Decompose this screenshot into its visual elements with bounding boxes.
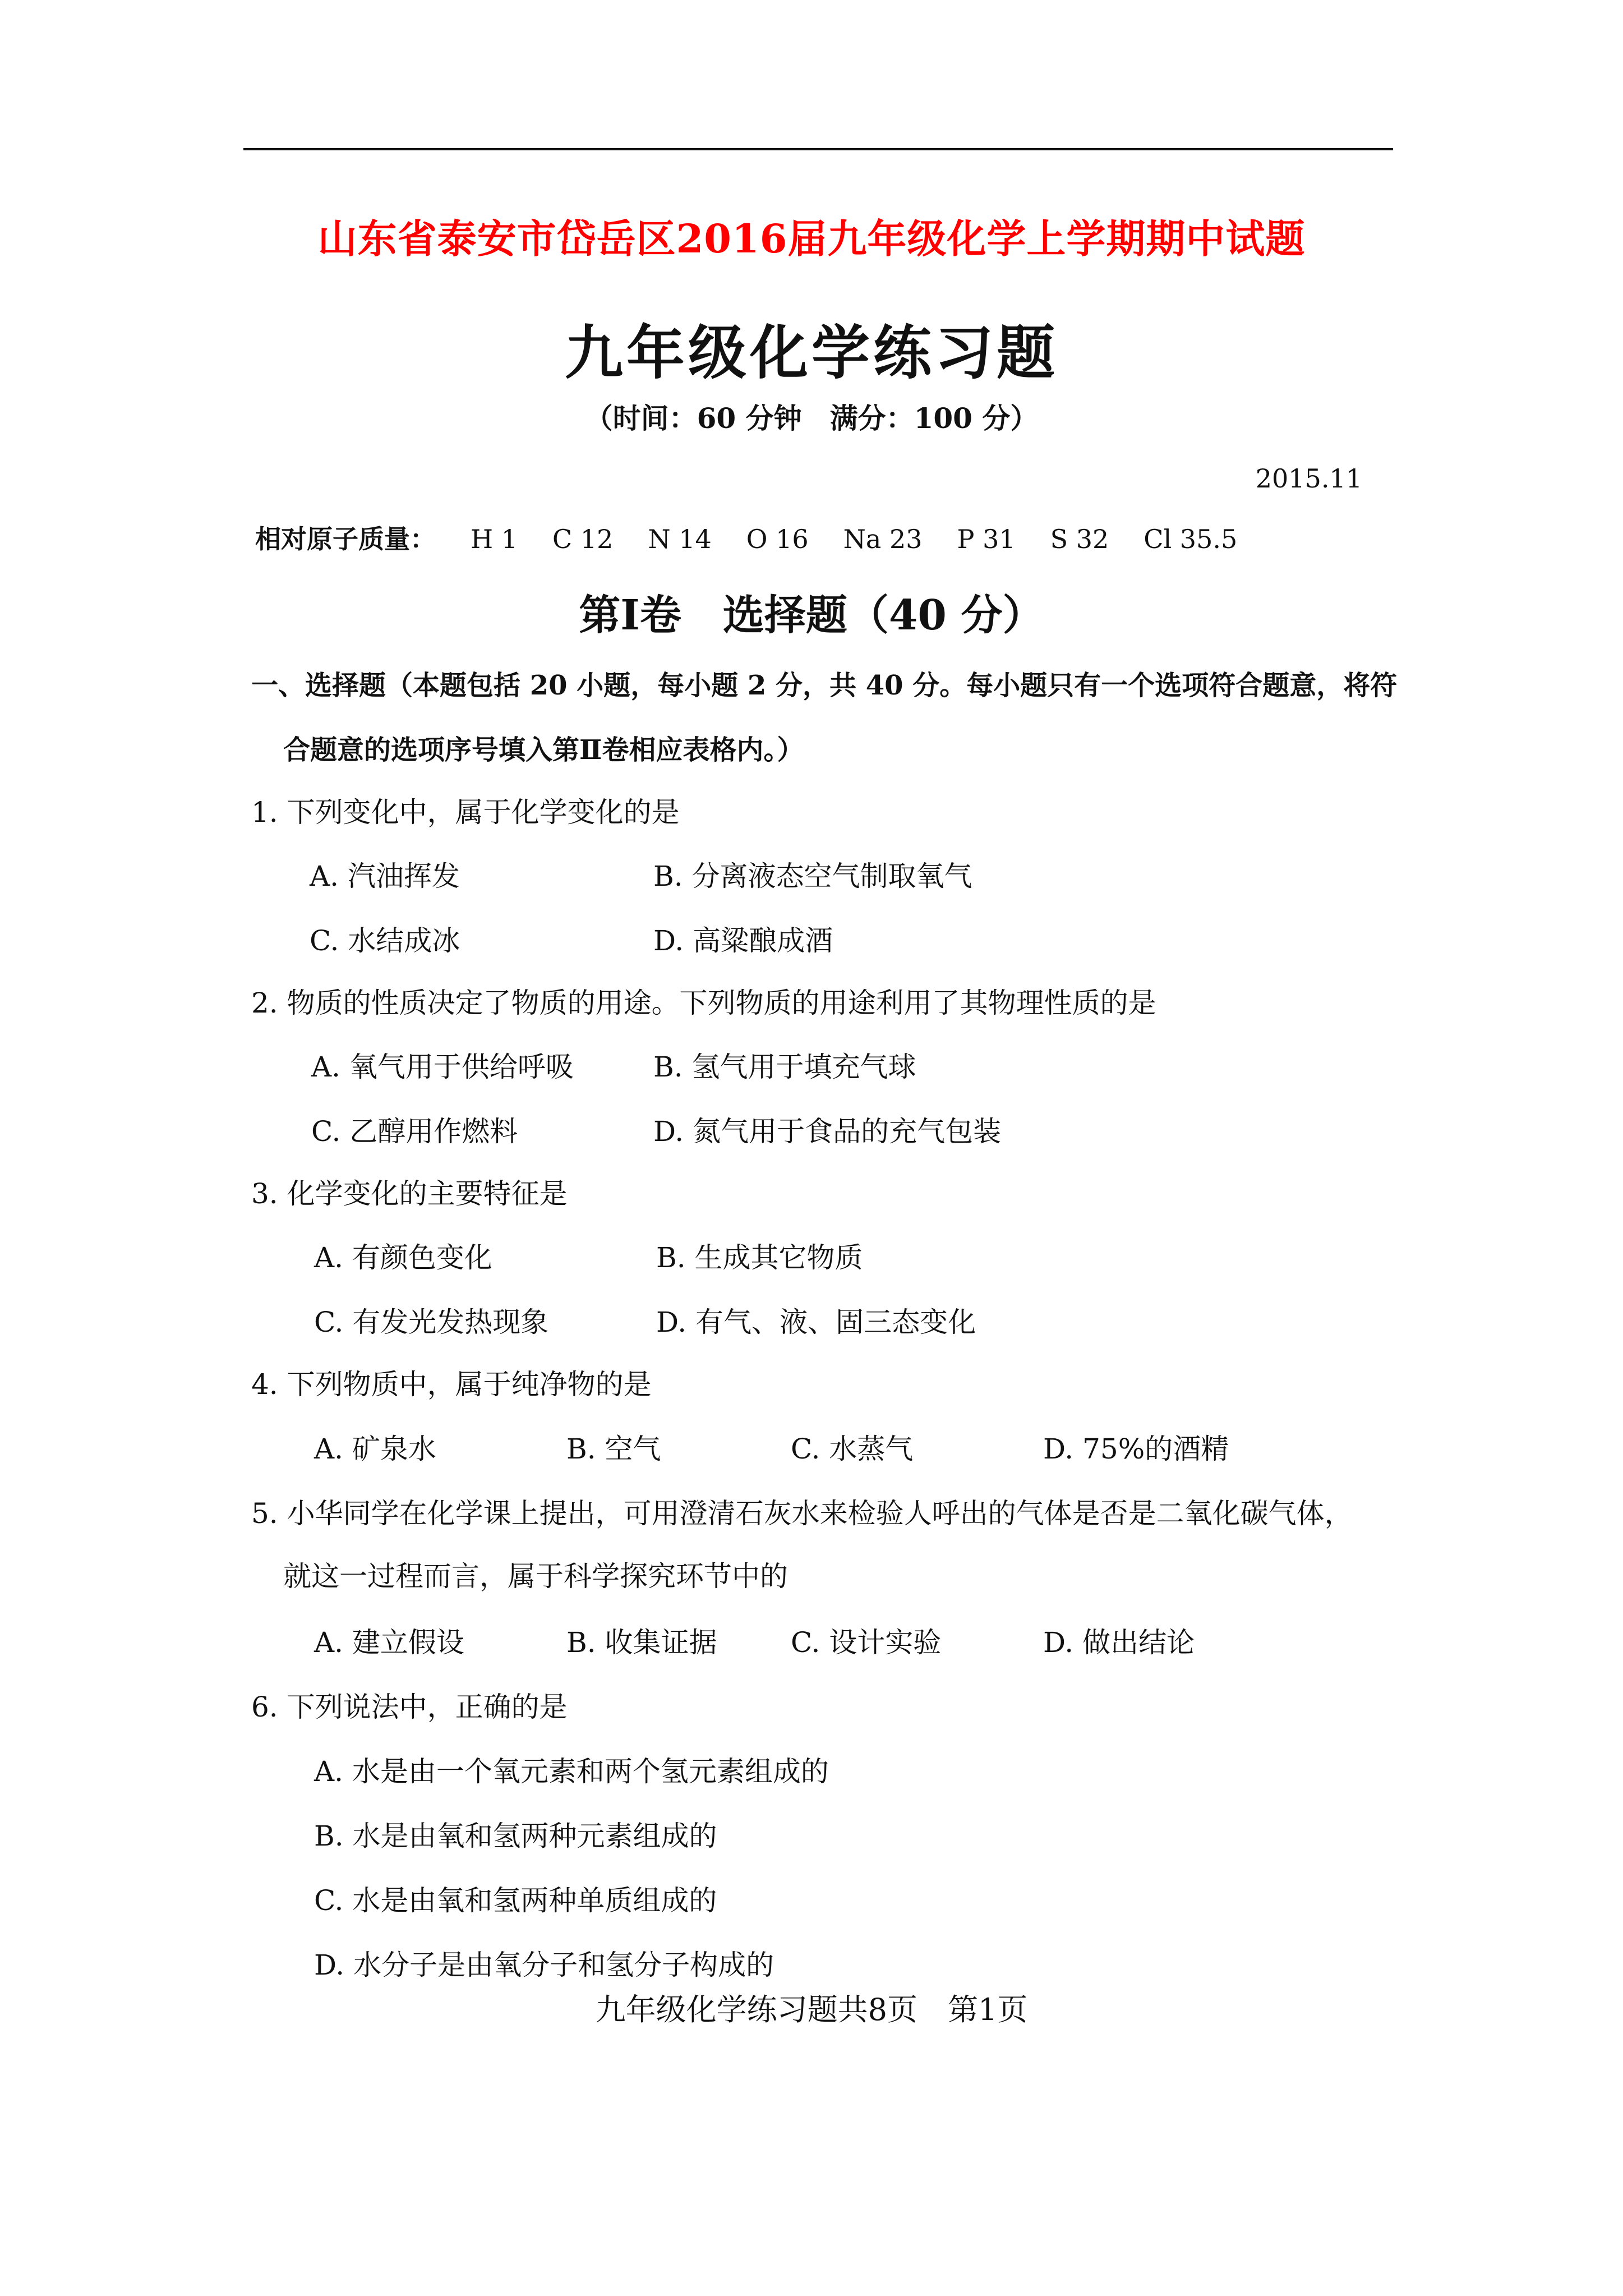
question-5-option-a: A. 建立假设 <box>314 1626 464 1659</box>
question-1-option-a: A. 汽油挥发 <box>310 860 460 892</box>
atomic-mass-h: H 1 <box>471 524 518 554</box>
question-2-stem: 2. 物质的性质决定了物质的用途。下列物质的用途利用了其物理性质的是 <box>251 987 1156 1019</box>
question-3-stem: 3. 化学变化的主要特征是 <box>251 1177 568 1210</box>
source-title: 山东省泰安市岱岳区2016届九年级化学上学期期中试题 <box>317 215 1306 262</box>
question-4-option-a: A. 矿泉水 <box>314 1433 436 1465</box>
question-2-option-b: B. 氢气用于填充气球 <box>653 1051 916 1083</box>
question-6-option-b: B. 水是由氧和氢两种元素组成的 <box>314 1820 717 1852</box>
question-6-option-d: D. 水分子是由氧分子和氢分子构成的 <box>314 1949 774 1981</box>
question-5-option-b: B. 收集证据 <box>566 1626 717 1659</box>
question-6-option-a: A. 水是由一个氧元素和两个氢元素组成的 <box>314 1755 829 1788</box>
exam-time-score: （时间：60 分钟 满分：100 分） <box>584 402 1039 435</box>
question-2-option-a: A. 氧气用于供给呼吸 <box>311 1051 574 1083</box>
question-1-option-d: D. 高粱酿成酒 <box>653 924 833 957</box>
question-5-option-c: C. 设计实验 <box>791 1626 942 1659</box>
atomic-mass-s: S 32 <box>1050 524 1109 554</box>
question-2-option-c: C. 乙醇用作燃料 <box>311 1115 518 1148</box>
question-5-stem: 5. 小华同学在化学课上提出，可用澄清石灰水来检验人呼出的气体是否是二氧化碳气体， <box>251 1497 1353 1530</box>
question-4-option-b: B. 空气 <box>566 1433 661 1465</box>
question-4-option-d: D. 75%的酒精 <box>1043 1433 1229 1465</box>
question-3-option-c: C. 有发光发热现象 <box>314 1306 549 1338</box>
atomic-mass-na: Na 23 <box>843 524 923 554</box>
atomic-mass-cl: Cl 35.5 <box>1144 524 1238 554</box>
top-rule <box>243 148 1393 150</box>
question-4-option-c: C. 水蒸气 <box>791 1433 914 1465</box>
atomic-mass-label: 相对原子质量： <box>255 524 436 554</box>
question-6-option-c: C. 水是由氧和氢两种单质组成的 <box>314 1884 717 1917</box>
page-title: 九年级化学练习题 <box>564 318 1058 387</box>
question-3-option-d: D. 有气、液、固三态变化 <box>656 1306 976 1338</box>
atomic-mass-n: N 14 <box>648 524 712 554</box>
section-instruction-line2: 合题意的选项序号填入第Ⅱ卷相应表格内。） <box>283 734 804 766</box>
section-title: 第Ⅰ卷 选择题（40 分） <box>579 591 1044 639</box>
question-1-stem: 1. 下列变化中，属于化学变化的是 <box>251 796 680 829</box>
question-6-stem: 6. 下列说法中，正确的是 <box>251 1691 568 1723</box>
question-1-option-c: C. 水结成冰 <box>310 924 460 957</box>
question-3-option-a: A. 有颜色变化 <box>314 1241 492 1274</box>
question-1-option-b: B. 分离液态空气制取氧气 <box>653 860 972 892</box>
page-footer: 九年级化学练习题共8页 第1页 <box>595 1992 1028 2027</box>
atomic-mass-p: P 31 <box>957 524 1016 554</box>
question-5-option-d: D. 做出结论 <box>1043 1626 1195 1659</box>
question-3-option-b: B. 生成其它物质 <box>656 1241 863 1274</box>
atomic-mass-c: C 12 <box>552 524 614 554</box>
question-5-stem-continued: 就这一过程而言，属于科学探究环节中的 <box>283 1560 788 1593</box>
exam-date: 2015.11 <box>1255 463 1362 494</box>
section-instruction-line1: 一、选择题（本题包括 20 小题，每小题 2 分，共 40 分。每小题只有一个选项符合题意，将符 <box>251 670 1398 701</box>
question-4-stem: 4. 下列物质中，属于纯净物的是 <box>251 1368 652 1401</box>
atomic-mass-line <box>255 519 1237 556</box>
question-2-option-d: D. 氮气用于食品的充气包装 <box>653 1115 1002 1148</box>
atomic-mass-o: O 16 <box>746 524 809 554</box>
